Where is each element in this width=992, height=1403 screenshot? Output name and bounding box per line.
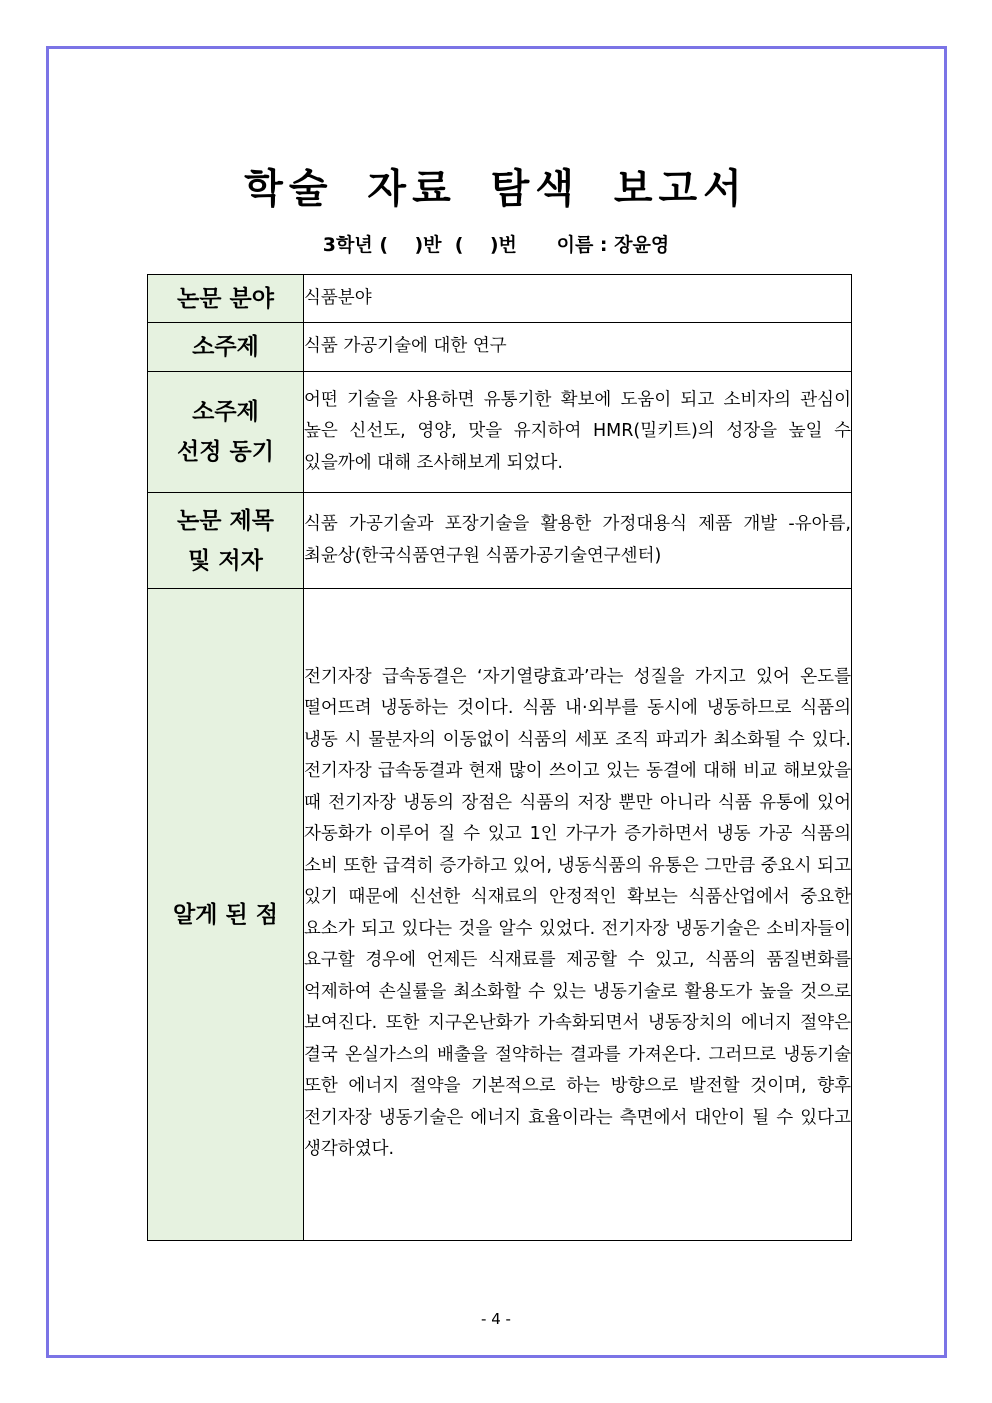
content-paper-field: 식품분야	[304, 275, 852, 323]
label-paper-field: 논문 분야	[148, 275, 304, 323]
row-learned	[148, 589, 852, 1241]
content-motivation: 어떤 기술을 사용하면 유통기한 확보에 도움이 되고 소비자의 관심이 높은 신선도, 영양, 맛을 유지하여 HMR(밀키트)의 성장을 높일 수 있을까에 대해 조사해보게 되었다.	[304, 372, 852, 493]
label-paper-title-line1: 논문 제목	[177, 507, 274, 534]
page-title: 학술 자료 탐색 보고서	[244, 166, 748, 212]
label-paper-title-line2: 및 저자	[188, 547, 263, 574]
row-subtopic	[148, 323, 852, 372]
row-paper-field	[148, 275, 852, 323]
label-motivation-line2: 선정 동기	[177, 439, 274, 465]
label-motivation-line1: 소주제	[192, 399, 259, 425]
row-paper-title	[148, 493, 852, 589]
content-learned: 전기자장 급속동결은 ‘자기열량효과’라는 성질을 가지고 있어 온도를 떨어뜨려 냉동하는 것이다. 식품 내·외부를 동시에 냉동하므로 식품의 냉동 시 물분자의 이동없이 식품의 세포 조직 파괴가 최소화될 수 있다. 전기자장 급속동결과 현재 많이 쓰이고 있는 동결에 대해 비교 해보았을 때 전기자장 냉동의 장점은 식품의 저장 뿐만 아니라 식품 유통에 있어 자동화가 이루어 질 수 있고 1인 가구가 증가하면서 냉동 가공 식품의 소비 또한 급격히 증가하고 있어, 냉동식품의 유통은 그만큼 중요시 되고 있기 때문에 신선한 식재료의 안정적인 확보는 식품산업에서 중요한 요소가 되고 있다는 것을 알수 있었다. 전기자장 냉동기술은 소비자들이 요구할 경우에 언제든 식재료를 제공할 수 있고, 식품의 품질변화를 억제하여 손실률을 최소화할 수 있는 냉동기술로 활용도가 높을 것으로 보여진다. 또한 지구온난화가 가속화되면서 냉동장치의 에너지 절약은 결국 온실가스의 배출을 절약하는 결과를 가져온다. 그러므로 냉동기술 또한 에너지 절약을 기본적으로 하는 방향으로 발전할 것이며, 향후 전기자장 냉동기술은 에너지 효율이라는 측면에서 대안이 될 수 있다고 생각하였다.	[304, 589, 852, 1241]
student-info: 3학년 ( )반 ( )번 이름 : 장윤영	[322, 234, 670, 256]
label-motivation	[148, 372, 304, 493]
label-learned: 알게 된 점	[148, 589, 304, 1241]
content-subtopic: 식품 가공기술에 대한 연구	[304, 323, 852, 372]
row-motivation	[148, 372, 852, 493]
label-paper-title	[148, 493, 304, 589]
content-paper-title: 식품 가공기술과 포장기술을 활용한 가정대용식 제품 개발 -유아름, 최윤상(한국식품연구원 식품가공기술연구센터)	[304, 493, 852, 589]
label-subtopic: 소주제	[148, 323, 304, 372]
report-table	[147, 274, 852, 1241]
page-number: - 4 -	[481, 1310, 511, 1328]
